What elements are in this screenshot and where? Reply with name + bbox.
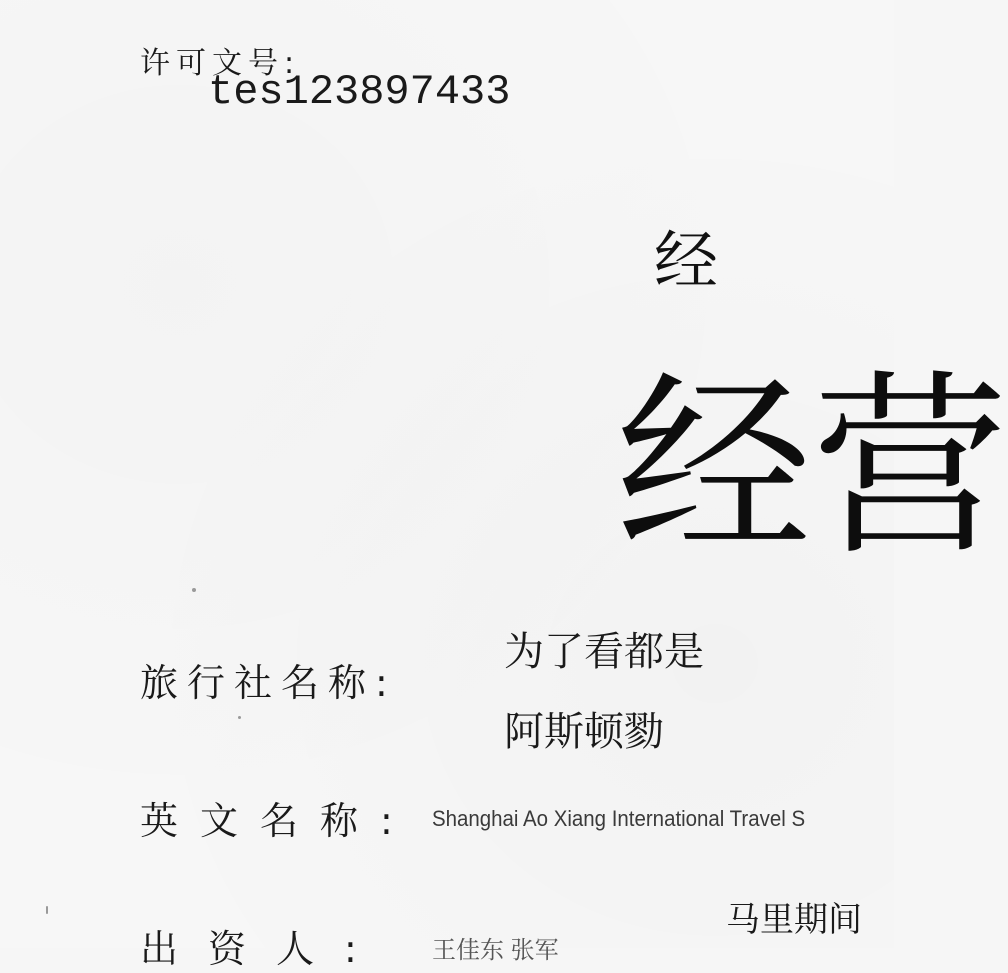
title-heading: 经营 [616, 354, 1008, 582]
english-name-label: 英文名称: [140, 799, 415, 843]
title-subheading: 经 [654, 225, 718, 299]
agency-name-value-line2: 阿斯顿勠 [504, 709, 664, 755]
investor-label: 出资人: [140, 927, 387, 971]
agency-name-label: 旅行社名称: [140, 661, 397, 705]
scan-speck [192, 588, 196, 592]
agency-name-value-line1: 为了看都是 [504, 629, 704, 675]
scan-speck [46, 906, 48, 914]
investor-value: 王佳东 张军 [432, 937, 559, 964]
english-name-value: Shanghai Ao Xiang International Travel S [432, 806, 806, 831]
investor-note: 马里期间 [726, 900, 862, 940]
license-number-value: tes123897433 [208, 68, 511, 116]
license-number-label: 许可文号: [140, 46, 301, 81]
scan-speck [238, 716, 241, 719]
